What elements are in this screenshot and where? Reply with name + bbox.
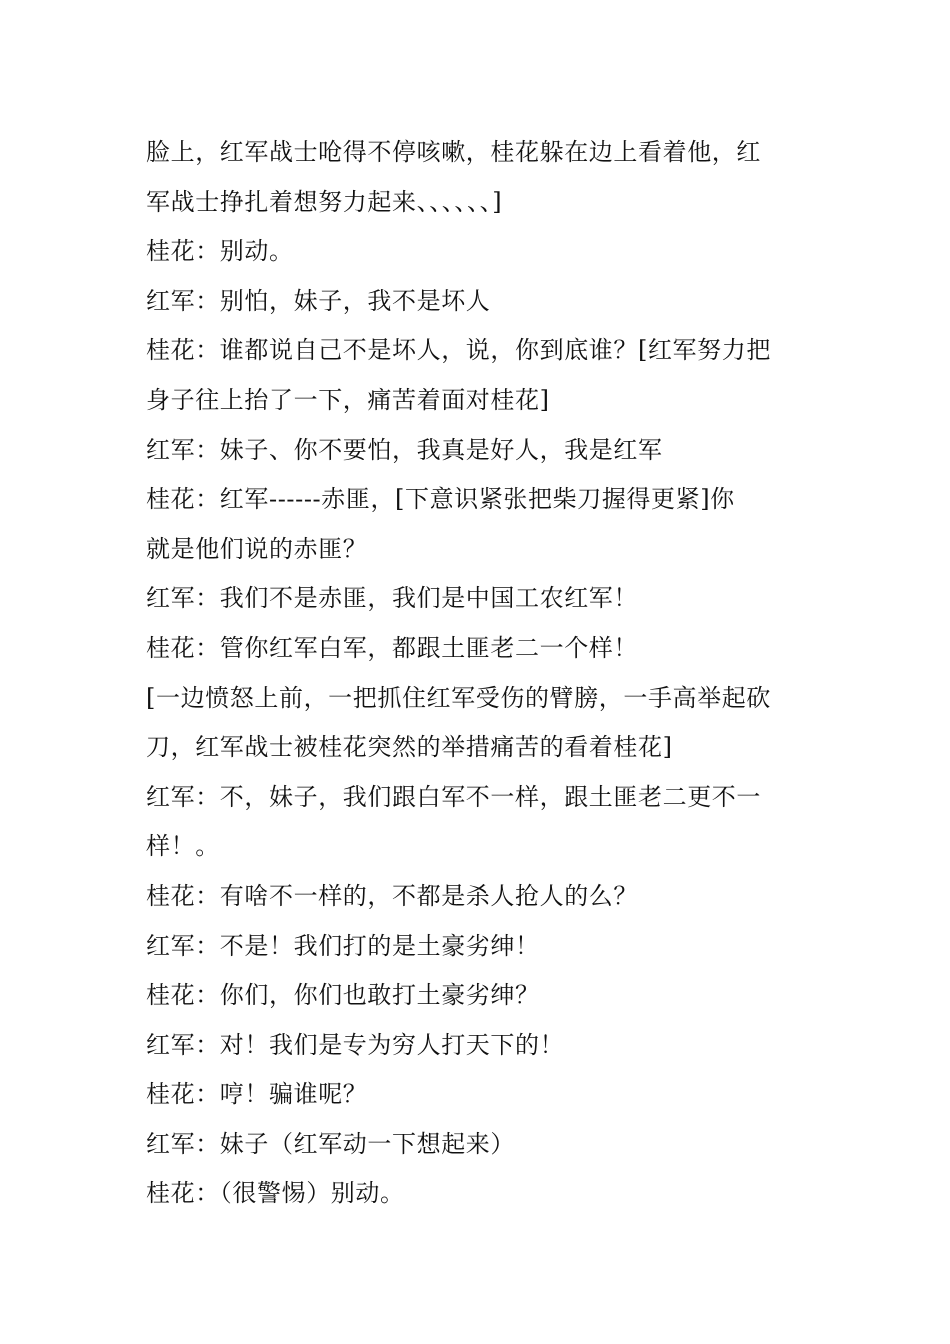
text-line: 桂花：管你红军白军，都跟土匪老二一个样！ — [146, 633, 638, 662]
text-line: 脸上，红军战士呛得不停咳嗽，桂花躲在边上看着他，红 — [146, 138, 761, 166]
text-line: 就是他们说的赤匪？ — [146, 534, 368, 563]
text-line: 红军：不，妹子，我们跟白军不一样，跟土匪老二更不一 — [146, 782, 761, 811]
text-line: 红军：我们不是赤匪，我们是中国工农红军！ — [146, 584, 638, 613]
text-line: 刀，红军战士被桂花突然的举措痛苦的看着桂花] — [146, 733, 673, 762]
text-line: 桂花：哼！骗谁呢？ — [146, 1080, 368, 1109]
text-line: 桂花：谁都说自己不是坏人，说，你到底谁？[红军努力把 — [146, 336, 771, 365]
text-line: 桂花：红军------赤匪，[下意识紧张把柴刀握得更紧]你 — [146, 485, 735, 514]
text-line: 样！。 — [146, 832, 220, 861]
text-line: 红军：妹子、你不要怕，我真是好人，我是红军 — [146, 435, 663, 464]
text-line: 红军：不是！我们打的是土豪劣绅！ — [146, 931, 540, 960]
text-line: 桂花：（很警惕）别动。 — [146, 1179, 405, 1208]
text-line: 红军：妹子（红军动一下想起来） — [146, 1129, 515, 1158]
text-line: 桂花：有啥不一样的，不都是杀人抢人的么？ — [146, 881, 638, 910]
text-line: 桂花：你们，你们也敢打土豪劣绅？ — [146, 981, 540, 1010]
document-page — [146, 128, 806, 1219]
text-line: [一边愤怒上前，一把抓住红军受伤的臂膀，一手高举起砍 — [146, 683, 771, 712]
text-line: 红军：对！我们是专为穷人打天下的！ — [146, 1030, 565, 1059]
text-line: 军战士挣扎着想努力起来、、、、、、] — [146, 187, 503, 216]
text-line: 身子往上抬了一下，痛苦着面对桂花] — [146, 385, 550, 414]
text-line: 桂花：别动。 — [146, 237, 294, 266]
text-line: 红军：别怕，妹子，我不是坏人 — [146, 286, 491, 315]
